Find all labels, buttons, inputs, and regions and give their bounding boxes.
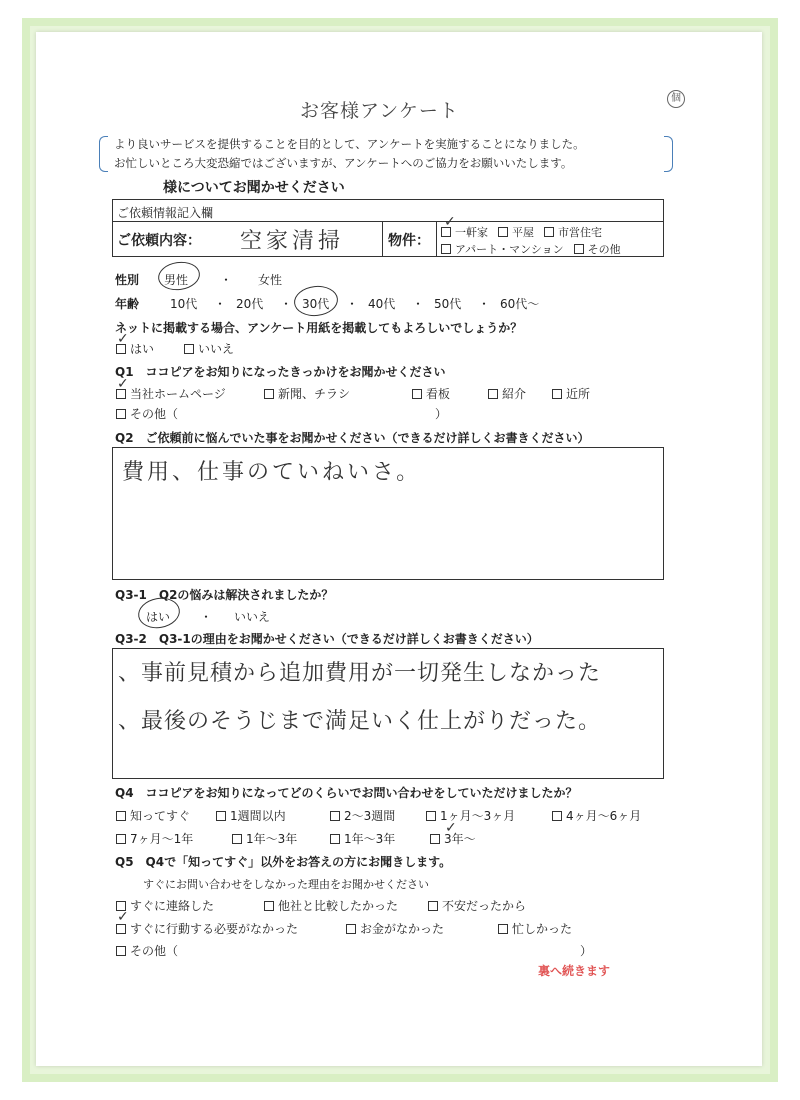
age-sep-3: ・ [346,297,359,311]
q5-checkbox-no-money[interactable] [346,924,356,934]
q4-question: Q4 ココピアをお知りになってどのくらいでお問い合わせをしていただけましたか？ [115,786,578,800]
request-content-value: 空家清掃 [240,229,345,254]
bracket-right [664,136,673,172]
q3-2-answer-line2: 、最後のそうじまで満足いく仕上がりだった。 [118,709,602,734]
section-title: 様についてお聞かせください [163,180,345,196]
q5-check-mark: ✓ [117,909,129,925]
property-option-municipal: 市営住宅 [558,226,602,239]
q5-checkbox-busy[interactable] [498,924,508,934]
q4-checkbox-1-3-years-a[interactable] [232,834,242,844]
q4-option-1-3-years-b: 1年〜3年 [344,832,396,846]
q4-option-3-years-plus: 3年〜 [444,832,476,846]
q3-1-option-no[interactable]: いいえ [234,610,271,624]
q5-option-compare: 他社と比較したかった [278,899,399,913]
gender-option-male[interactable]: 男性 [164,273,189,287]
q4-option-2-3-weeks: 2〜3週間 [344,809,396,823]
q4-option-4-6-months: 4ヶ月〜6ヶ月 [566,809,642,823]
q1-checkbox-newspaper[interactable] [264,389,274,399]
q4-option-1-3-years-a: 1年〜3年 [246,832,298,846]
property-checkbox-other[interactable] [574,244,584,254]
q4-option-1-3-months: 1ヶ月〜3ヶ月 [440,809,516,823]
q5-checkbox-anxious[interactable] [428,901,438,911]
age-sep-4: ・ [412,297,425,311]
age-option-50s[interactable]: 50代 [434,297,462,311]
q1-option-homepage: 当社ホームページ [130,387,226,401]
q1-option-referral: 紹介 [502,387,527,401]
q5-other-row [116,942,592,959]
q5-option-anxious: 不安だったから [442,899,527,913]
q5-subquestion: すぐにお問い合わせをしなかった理由をお聞かせください [143,878,429,891]
property-checkbox-apartment[interactable] [441,244,451,254]
q4-options-row1 [116,807,641,824]
property-label: 物件： [388,233,430,249]
q4-option-immediately: 知ってすぐ [130,809,191,823]
publish-checkbox-no[interactable] [184,344,194,354]
bracket-left [99,136,108,172]
q1-checkbox-neighborhood[interactable] [552,389,562,399]
age-option-20s[interactable]: 20代 [236,297,264,311]
age-label: 年齢 [115,297,140,311]
q5-options-row2 [116,920,572,937]
publish-option-no: いいえ [198,342,235,356]
property-options-row1 [441,224,602,240]
q5-other-label: その他（ [130,944,179,958]
property-checkbox-municipal[interactable] [544,227,554,237]
q3-1-option-yes[interactable]: はい [146,610,171,624]
q1-option-signboard: 看板 [426,387,451,401]
age-sep-2: ・ [280,297,293,311]
property-options-row2 [441,241,621,257]
q5-question: Q5 Q4で「知ってすぐ」以外をお答えの方にお聞きします。 [115,855,452,869]
request-box-divider [112,221,664,222]
q4-checkbox-7m-1y[interactable] [116,834,126,844]
property-option-other: その他 [587,243,621,256]
q1-checkbox-signboard[interactable] [412,389,422,399]
publish-options [116,340,234,357]
q2-question: Q2 ご依頼前に悩んでいた事をお聞かせください（できるだけ詳しくお書きください） [115,431,590,445]
q1-other-label: その他（ [130,407,179,421]
intro-line-1: より良いサービスを提供することを目的として、アンケートを実施することになりました。 [114,137,585,151]
q1-options [116,385,590,402]
q4-checkbox-3-years-plus[interactable] [430,834,440,844]
q3-1-question: Q3-1 Q2の悩みは解決されましたか？ [115,588,334,602]
q4-checkbox-1-3-months[interactable] [426,811,436,821]
q1-other-close: ） [435,407,448,421]
q4-options-row2 [116,830,476,847]
gender-label: 性別 [115,273,140,287]
q4-checkbox-within-week[interactable] [216,811,226,821]
q1-option-neighborhood: 近所 [566,387,591,401]
age-sep-5: ・ [478,297,491,311]
q5-checkbox-compare[interactable] [264,901,274,911]
age-option-10s[interactable]: 10代 [170,297,198,311]
q4-option-within-week: 1週間以内 [230,809,286,823]
request-content-label: ご依頼内容： [117,233,201,249]
age-option-30s[interactable]: 30代 [302,297,330,311]
age-sep-1: ・ [214,297,227,311]
q1-checkbox-other[interactable] [116,409,126,419]
q4-checkbox-4-6-months[interactable] [552,811,562,821]
q5-option-busy: 忙しかった [512,922,573,936]
age-options [170,295,539,312]
age-option-40s[interactable]: 40代 [368,297,396,311]
q5-options-row1 [116,897,526,914]
property-option-house: 一軒家 [455,226,488,239]
publish-question: ネットに掲載する場合、アンケート用紙を掲載してもよろしいでしょうか？ [115,321,523,335]
q1-check-mark: ✓ [117,376,129,392]
q5-checkbox-other[interactable] [116,946,126,956]
q1-other-row [116,405,447,422]
q4-option-7m-1y: 7ヶ月〜1年 [130,832,194,846]
q3-2-answer-line1: 、事前見積から追加費用が一切発生しなかった [118,661,602,686]
q5-checkbox-no-need[interactable] [116,924,126,934]
q4-checkbox-immediately[interactable] [116,811,126,821]
property-checkbox-one-story[interactable] [498,227,508,237]
request-box-vdivider-1 [382,221,383,257]
gender-separator: ・ [220,273,233,287]
property-check-mark: ✓ [444,214,456,230]
gender-option-female[interactable]: 女性 [258,273,283,287]
property-option-one-story: 平屋 [512,226,534,239]
q5-option-no-money: お金がなかった [360,922,445,936]
request-box-vdivider-2 [436,221,437,257]
q4-checkbox-1-3-years-b[interactable] [330,834,340,844]
q1-checkbox-referral[interactable] [488,389,498,399]
continue-note: 裏へ続きます [538,964,611,978]
q4-check-mark: ✓ [445,820,457,836]
intro-line-2: お忙しいところ大変恐縮ではございますが、アンケートへのご協力をお願いいたします。 [114,156,573,170]
request-box-header: ご依頼情報記入欄 [117,206,214,220]
age-option-60s[interactable]: 60代〜 [500,297,540,311]
q1-option-newspaper: 新聞、チラシ [278,387,351,401]
q5-option-contacted: すぐに連絡した [130,899,215,913]
q4-checkbox-2-3-weeks[interactable] [330,811,340,821]
personal-info-mark: 個 [667,90,685,108]
q1-question: Q1 ココピアをお知りになったきっかけをお聞かせください [115,365,446,379]
q2-answer-text: 費用、仕事のていねいさ。 [122,460,422,485]
q5-option-no-need: すぐに行動する必要がなかった [130,922,299,936]
publish-option-yes: はい [130,342,155,356]
q5-other-close: ） [580,944,593,958]
q3-1-separator: ・ [200,610,213,624]
property-option-apartment: アパート・マンション [455,243,564,256]
q3-2-question: Q3-2 Q3-1の理由をお聞かせください（できるだけ詳しくお書きください） [115,632,539,646]
publish-check-mark: ✓ [117,331,129,347]
survey-title: お客様アンケート [300,100,459,122]
